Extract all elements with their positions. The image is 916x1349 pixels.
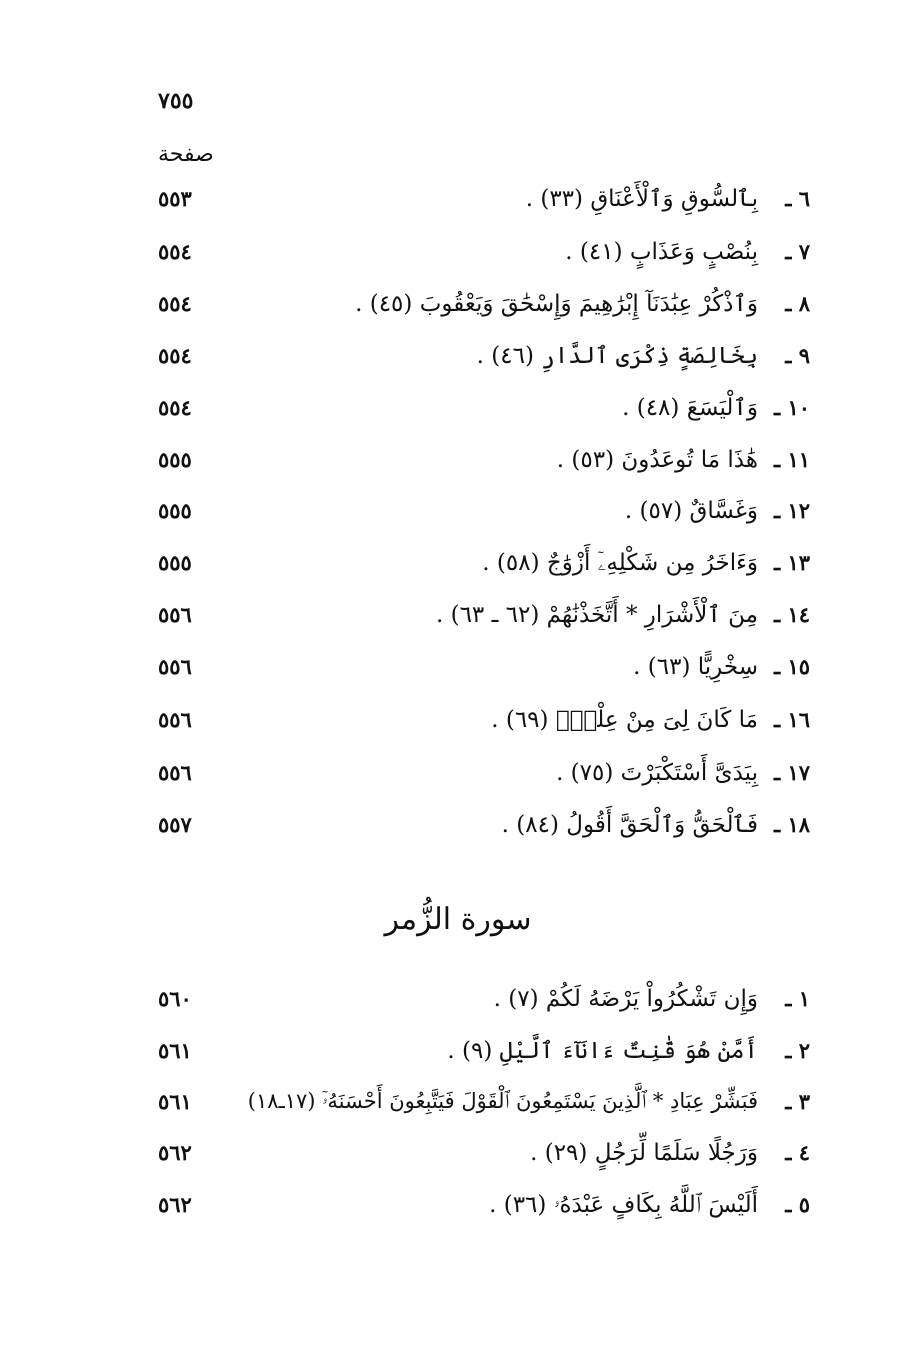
- page-column-label: صفحة: [158, 142, 214, 167]
- entry-text: سِخْرِيًّا (٦٣) .: [633, 654, 758, 680]
- index-entry: [150, 447, 810, 487]
- index-entry: [150, 291, 810, 331]
- entry-number: ٢ ـ: [785, 1038, 810, 1063]
- index-entry: [150, 602, 810, 642]
- entry-page: ٥٥٤: [158, 395, 192, 420]
- entry-number: ٦ ـ: [785, 186, 810, 211]
- entry-text: أَلَيْسَ ٱللَّهُ بِكَافٍ عَبْدَهُۥ (٣٦) .: [489, 1192, 758, 1218]
- index-entry: [150, 343, 810, 383]
- entry-text: هَٰذَا مَا تُوعَدُونَ (٥٣) .: [556, 447, 758, 473]
- entry-text: وَغَسَّاقٌ (٥٧) .: [624, 498, 758, 524]
- entry-page: ٥٦٢: [158, 1140, 192, 1165]
- index-entry: [150, 1192, 810, 1232]
- entry-number: ١٤ ـ: [773, 602, 810, 627]
- entry-number: ١٥ ـ: [773, 654, 810, 679]
- entry-page: ٥٥٥: [158, 498, 192, 523]
- entry-text: فَبَشِّرْ عِبَادِ * ٱلَّذِينَ يَسْتَمِعُونَ ٱلْقَوْلَ فَيَتَّبِعُونَ أَحْسَنَهُۥٓ (١٧ـ١٨): [247, 1089, 758, 1113]
- entry-page: ٥٦١: [158, 1038, 192, 1063]
- entry-number: ٤ ـ: [785, 1140, 810, 1165]
- entry-number: ٩ ـ: [785, 343, 810, 368]
- entry-number: ٣ ـ: [785, 1089, 810, 1114]
- entry-text: وَٱلْيَسَعَ (٤٨) .: [622, 395, 758, 421]
- entry-number: ١٠ ـ: [773, 395, 810, 420]
- index-entry: [150, 812, 810, 852]
- surah-title: سورة الزُّمر: [384, 902, 532, 937]
- entry-number: ٥ ـ: [785, 1192, 810, 1217]
- entry-number: ١٧ ـ: [773, 760, 810, 785]
- index-entry: [150, 550, 810, 590]
- entry-page: ٥٥٦: [158, 760, 192, 785]
- index-entry: [150, 707, 810, 747]
- entry-text: وَرَجُلًا سَلَمًا لِّرَجُلٍ (٢٩) .: [530, 1140, 758, 1166]
- entry-page: ٥٦١: [158, 1089, 192, 1114]
- entry-number: ٧ ـ: [785, 239, 810, 264]
- index-entry: [150, 1140, 810, 1180]
- entry-number: ٨ ـ: [785, 291, 810, 316]
- entry-number: ١٢ ـ: [773, 498, 810, 523]
- entry-page: ٥٥٥: [158, 550, 192, 575]
- entry-number: ١٦ ـ: [773, 707, 810, 732]
- entry-page: ٥٥٦: [158, 654, 192, 679]
- entry-page: ٥٦٠: [158, 986, 192, 1011]
- entry-text: مِنَ ٱلْأَشْرَارِ * أَتَّخَذْنَٰهُمْ (٦٢ ـ ٦٣) .: [435, 602, 758, 628]
- entry-number: ١٨ ـ: [773, 812, 810, 837]
- index-entry: [150, 498, 810, 538]
- entry-number: ١١ ـ: [773, 447, 810, 472]
- entry-page: ٥٥٧: [158, 812, 192, 837]
- entry-text: وَإِن تَشْكُرُواْ يَرْضَهُ لَكُمْ (٧) .: [493, 986, 758, 1012]
- index-entry: [150, 1038, 810, 1078]
- entry-text: وَٱذْكُرْ عِبَٰدَنَآ إِبْرَٰهِيمَ وَإِسْحَٰقَ وَيَعْقُوبَ (٤٥) .: [355, 291, 758, 317]
- entry-text: فَٱلْحَقُّ وَٱلْحَقَّ أَقُولُ (٨٤) .: [501, 812, 758, 838]
- entry-text: بِخَالِصَةٍ ذِكْرَى ٱلدَّارِ (٤٦) .: [476, 343, 758, 369]
- entry-number: ١ ـ: [785, 986, 810, 1011]
- index-entry: [150, 186, 810, 226]
- index-entry: [150, 654, 810, 694]
- index-entry: [150, 395, 810, 435]
- entry-page: ٥٥٣: [158, 186, 192, 211]
- entry-text: مَا كَانَ لِىَ مِنْ عِلْمٍۭ (٦٩) .: [491, 707, 758, 733]
- entry-page: ٥٥٤: [158, 343, 192, 368]
- entry-text: أَمَّنْ هُوَ قَٰنِتٌ ءَانَآءَ ٱلَّيْلِ (٩) .: [447, 1038, 758, 1064]
- entry-page: ٥٥٤: [158, 291, 192, 316]
- index-entry: [150, 760, 810, 800]
- entry-number: ١٣ ـ: [773, 550, 810, 575]
- index-entry: [150, 986, 810, 1026]
- entry-page: ٥٥٦: [158, 602, 192, 627]
- index-entry: [150, 239, 810, 279]
- entry-page: ٥٥٥: [158, 447, 192, 472]
- entry-text: بِنُصْبٍ وَعَذَابٍ (٤١) .: [565, 239, 758, 265]
- entry-text: وَءَاخَرُ مِن شَكْلِهِۦٓ أَزْوَٰجٌ (٥٨) .: [482, 550, 758, 576]
- entry-page: ٥٥٦: [158, 707, 192, 732]
- index-entry: [150, 1089, 810, 1129]
- entry-page: ٥٥٤: [158, 239, 192, 264]
- entry-text: بِيَدَىَّ أَسْتَكْبَرْتَ (٧٥) .: [556, 760, 758, 786]
- page-number: ٧٥٥: [158, 88, 194, 114]
- entry-page: ٥٦٢: [158, 1192, 192, 1217]
- entry-text: بِٱلسُّوقِ وَٱلْأَعْنَاقِ (٣٣) .: [525, 186, 758, 212]
